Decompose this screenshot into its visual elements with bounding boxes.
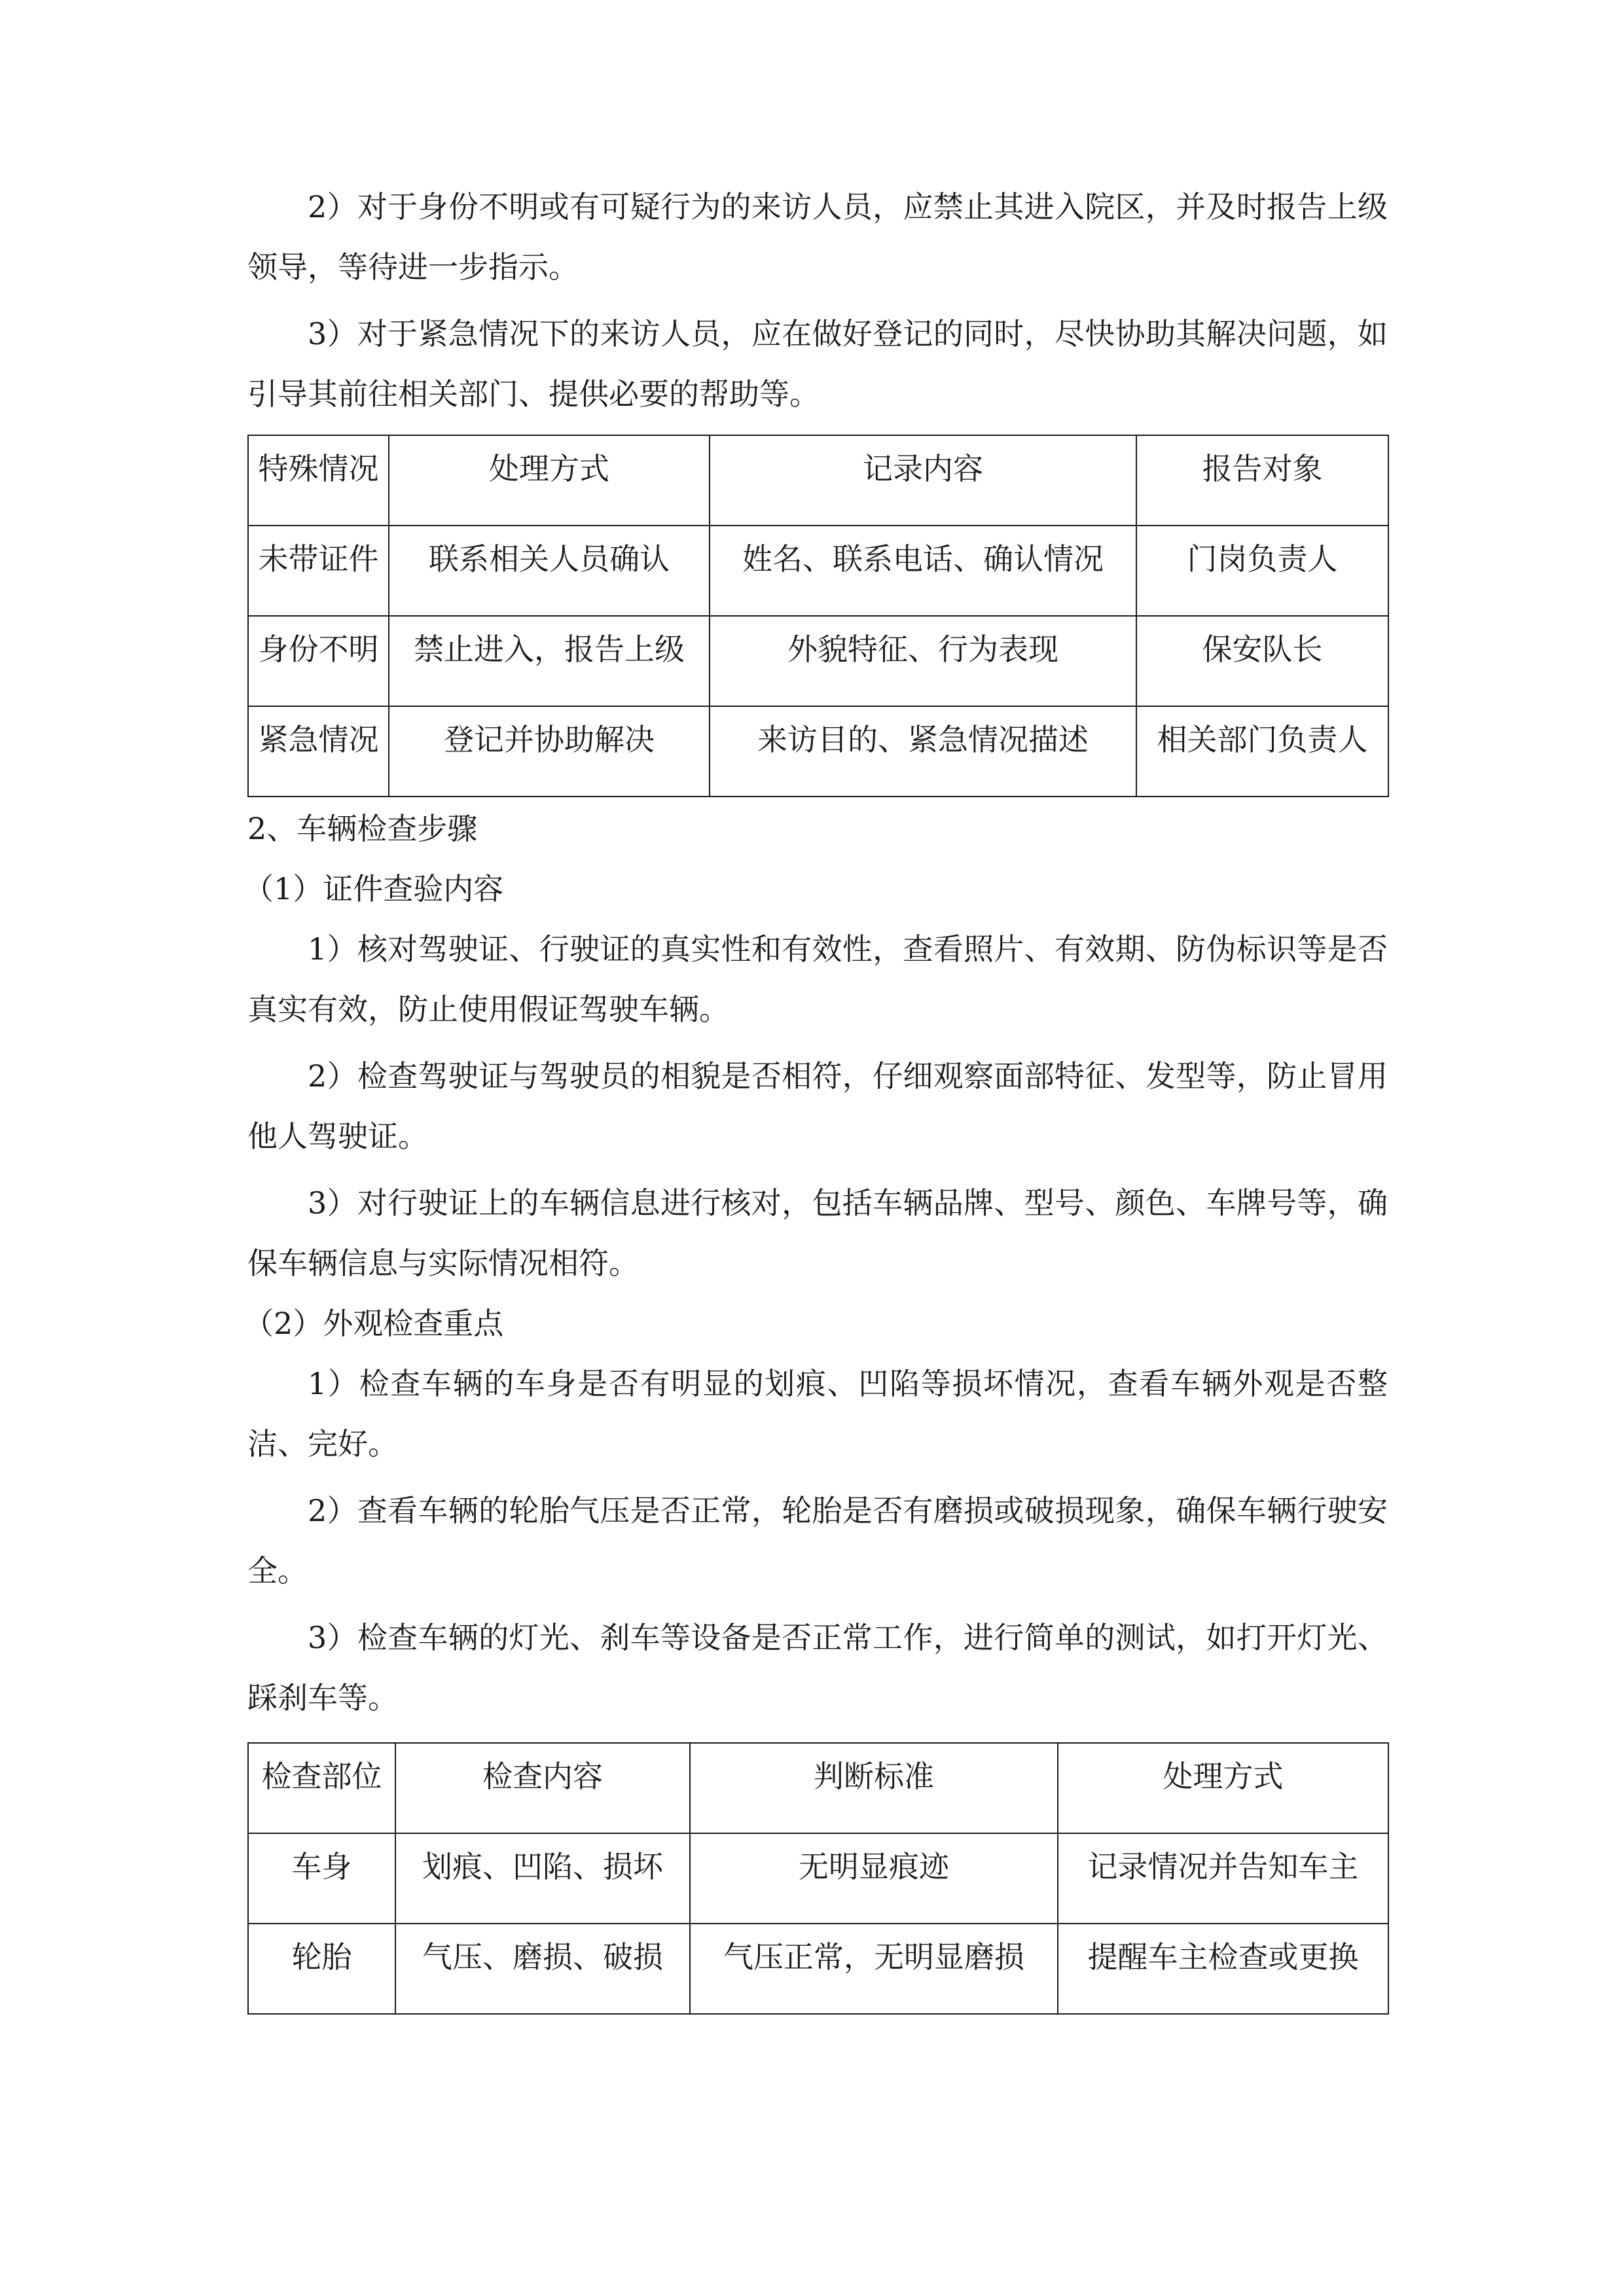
special-cases-table bbox=[247, 435, 1389, 797]
table-header-cell: 报告对象 bbox=[1136, 435, 1388, 526]
table-header-cell: 记录内容 bbox=[710, 435, 1136, 526]
table-cell: 禁止进入，报告上级 bbox=[389, 616, 710, 706]
table-row bbox=[248, 1833, 1388, 1924]
table-cell: 记录情况并告知车主 bbox=[1058, 1833, 1388, 1924]
table-cell: 无明显痕迹 bbox=[690, 1833, 1058, 1924]
documents-paragraph-2: 2）检查驾驶证与驾驶员的相貌是否相符，仔细观察面部特征、发型等，防止冒用他人驾驶证。 bbox=[247, 1058, 1388, 1154]
table-cell: 外貌特征、行为表现 bbox=[710, 616, 1136, 706]
exterior-paragraph-2: 2）查看车辆的轮胎气压是否正常，轮胎是否有磨损或破损现象，确保车辆行驶安全。 bbox=[247, 1493, 1388, 1588]
table-cell: 保安队长 bbox=[1136, 616, 1388, 706]
table-header-cell: 检查部位 bbox=[248, 1743, 395, 1833]
section-heading-vehicle-check: 2、车辆检查步骤 bbox=[247, 811, 478, 846]
documents-paragraph-1: 1）核对驾驶证、行驶证的真实性和有效性，查看照片、有效期、防伪标识等是否真实有效，防止使用假证驾驶车辆。 bbox=[247, 931, 1388, 1027]
table-header-row bbox=[248, 435, 1388, 526]
table-row bbox=[248, 526, 1388, 616]
table-cell: 门岗负责人 bbox=[1136, 526, 1388, 616]
table-cell: 划痕、凹陷、损坏 bbox=[395, 1833, 690, 1924]
table-header-cell: 检查内容 bbox=[395, 1743, 690, 1833]
table-cell: 气压正常，无明显磨损 bbox=[690, 1924, 1058, 2014]
table-row bbox=[248, 616, 1388, 706]
table-row bbox=[248, 1924, 1388, 2014]
table-cell: 联系相关人员确认 bbox=[389, 526, 710, 616]
table-cell: 姓名、联系电话、确认情况 bbox=[710, 526, 1136, 616]
subsection-heading-exterior: （2）外观检查重点 bbox=[244, 1306, 504, 1341]
table-cell: 未带证件 bbox=[248, 526, 389, 616]
table-cell: 紧急情况 bbox=[248, 706, 389, 797]
table-cell: 气压、磨损、破损 bbox=[395, 1924, 690, 2014]
table-cell: 车身 bbox=[248, 1833, 395, 1924]
table-header-cell: 处理方式 bbox=[1058, 1743, 1388, 1833]
subsection-heading-documents: （1）证件查验内容 bbox=[244, 871, 504, 906]
exterior-paragraph-3: 3）检查车辆的灯光、刹车等设备是否正常工作，进行简单的测试，如打开灯光、踩刹车等。 bbox=[247, 1620, 1388, 1715]
table-header-row bbox=[248, 1743, 1388, 1833]
table-cell: 登记并协助解决 bbox=[389, 706, 710, 797]
table-header-cell: 判断标准 bbox=[690, 1743, 1058, 1833]
table-row bbox=[248, 706, 1388, 797]
intro-paragraph-1: 2）对于身份不明或有可疑行为的来访人员，应禁止其进入院区，并及时报告上级领导，等待进一步指示。 bbox=[247, 189, 1388, 285]
table-header-cell: 特殊情况 bbox=[248, 435, 389, 526]
table-cell: 提醒车主检查或更换 bbox=[1058, 1924, 1388, 2014]
intro-paragraph-2: 3）对于紧急情况下的来访人员，应在做好登记的同时，尽快协助其解决问题，如引导其前往相关部门、提供必要的帮助等。 bbox=[247, 316, 1388, 412]
exterior-paragraph-1: 1）检查车辆的车身是否有明显的划痕、凹陷等损坏情况，查看车辆外观是否整洁、完好。 bbox=[247, 1366, 1388, 1462]
documents-paragraph-3: 3）对行驶证上的车辆信息进行核对，包括车辆品牌、型号、颜色、车牌号等，确保车辆信息与实际情况相符。 bbox=[247, 1185, 1388, 1281]
document-page bbox=[244, 177, 1388, 2015]
table-header-cell: 处理方式 bbox=[389, 435, 710, 526]
table-cell: 来访目的、紧急情况描述 bbox=[710, 706, 1136, 797]
table-cell: 轮胎 bbox=[248, 1924, 395, 2014]
vehicle-inspection-table bbox=[247, 1742, 1389, 2015]
table-cell: 相关部门负责人 bbox=[1136, 706, 1388, 797]
table-cell: 身份不明 bbox=[248, 616, 389, 706]
